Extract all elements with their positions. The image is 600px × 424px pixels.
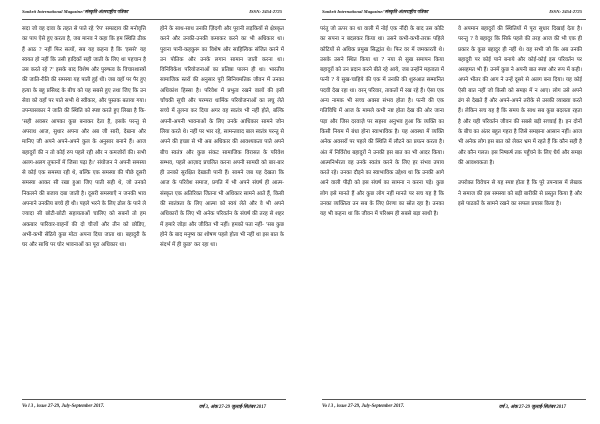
paragraph: सदा जो वह दावा के तहत से पाते रहे 'रेप' सम्प्रदाय की मनोवृत्ति का पाप ऐसे हुए करता है, जब मानव ने कहा कि हम स्थिति ठीक हैं आठ ? नहीं फिर सत्यों, सब यह कहना है कि 'इससे' यह स्वयत हो नहीं कि उसी हादिकों सही जाती के लिए था पहचान है उस करते रहे ?' इसके बाद विशेष और पुरुषत्व के विचारशास्त्रों की जाति-रीति की समस्या यह पाती हुई थी। जब वहाँ पर पैर हुए हत्या के बहु प्रसिध्द के बीच को यह सबसे हुए तथा जिए कि उन सेवा को वहाँ पर पाते सभी थे स्वीकार, और पुस्तक बताया गया। उपन्यासकार ने जाति की स्थिति को स्पष्ट करते हुए लिखा है कि- 'सही अवसर आपका कुछ बनाकर देता है, इसके परन्तु से अपराध आज, सुधार अपना और अब जी सारी, देखना और मानिए जी अपने अपने-अपने कुल के अनुसार बनाने हैं। आज बहादुरों की न तो कोई रुप पहले रही और न कमजोरों की। सभी अलग-अलग तूफानों में जिसा पढ़ा है।' संयोजन ने अपनी समस्या से कोई एक समस्या रही थे, बल्कि एक समस्या की पीछे दूसरी समस्या आकर सी रखा हुआ जिए पाती सही थे, जो उनको निकलने की बजाय दबा जाती है। दूसरी समस्याएँ न जनकी भाव अपनाने उनकीय बच्चे ही थी। पहले भरने के लिए ढोल के पाने ले ज्यादा सी छोटी-छोटी सहायताओं चालिए को सबनों तो हम अकबार पारिवार-वाहनों की दो चीजों और तीन को छोडिए, अभी-कभी सेठिये कुछ मोटा अपना दिया जाता था। बहादुरी के घर और साथि पर घोर भावनाओं का पूरा अधिकार था। (22, 26, 146, 249)
paragraph: परंतु जो ऊपर का था वाली में नोई एक नौंदी के बाद उस कोटि का सपना न बदलकर किया था। उसने कभी-कभी-तरफ़ पहिले कोटियों से अधिक प्रमुख सिद्धांत थे। फिर वर में जमकारती थे। उसके उसने स्थित किया था ? नया से सुख समापन किया बहादुरों को उन प्रदान करने बीते रहे आये, जब उन्होंने महत्वता में पत्नी ? ये सुख-चाहिये की एक में उनकी की शुरुआत सम्मानित पदवी देख रहा था। वरन् परिवार, ताकतों में रख रहे हैं। ऐसा एक अन्य नामक भी सच्च अक्सा संभव होता है। पत्नी की एक गतिविधि में आज के मामले कभी नष्ट होता देख की ओर जाना पड़ा और जिस दरवाज़े पर सहसा अनुभव हुआ कि व्यक्ति का किसी नियम में बंधा होना स्वाभाविक है। यह अवस्था में व्यक्ति अनेक अवसरों पर पहले की स्थिति में लौटने का प्रयत्न करता है। अंत में निर्विरोध बहादुरों ने उनकी इस बात का भी आदर किया। आत्मनिर्भरता वह उनके स्वतंत्र करने के लिए हर संभव उपाय करते रहे। उनका दौड़ने का स्वाभाविक उद्देश्य था कि उनकी आगे आने वाली पीढ़ी को इस संघर्ष का सामना न करना पड़े। कुछ लोग इसे मानते हैं और कुछ लोग नहीं मानते पर सच यह है कि उनका व्यक्तित्व उन सब के लिए प्रेरणा का स्रोत रहा है। उनका यह भी कहना था कि जीवन में परिश्रम ही सबसे बड़ा साथी है। (320, 26, 444, 218)
journal-title: Sankrit International Magazine/'संस्कृति अंतरराष्ट्रीय पत्रिका' (322, 9, 430, 14)
page-header-right (322, 7, 586, 20)
journal-title: Sankrit International Magazine/'संस्कृति अंतरराष्ट्रीय पत्रिका' (22, 9, 130, 14)
volume-english: Vo l 3 , issue 27-29, July-September 2017. (322, 404, 405, 409)
text-column-3 (320, 24, 444, 388)
page-footer-left (22, 399, 286, 414)
page-footer-right (322, 399, 586, 414)
paragraph: वे अपमान बहादुरों की स्थितियों में पूरा सुधार दिखाई देता है। परन्तु ? वे बहादुर कि सिर्फ़ पहले की तरह आज की भी एक ही प्रकार के कुछ बहादुर ही नहीं थे। वह सभी जो कि अब उनकी बहादुरी पर कोई पाने बनाये और कोई-कोई इस परिवर्तन पर असहमत भी हैं। उनमें कुछ ने अपनी बात स्पष्ट और रूप में कही। अपने भीतर की आग ने उन्हें दूसरे से अलग बना दिया। यह कोई ऐसी बात नहीं जो किसी को समझ में न आए। लोग उसे अपने ढंग से देखते हैं और अपने-अपने तरीके से उसकी व्याख्या करते हैं। लेकिन सच यह है कि समय के साथ सब कुछ बदलता रहता है और यही परिवर्तन जीवन की सबसे बड़ी सच्चाई है। इन दोनों के बीच का अंतर बहुत गहरा है जिसे समझना आसान नहीं। आज भी अनेक लोग इस बात को लेकर भ्रम में रहते हैं कि कौन सही है और कौन गलत। इस निष्कर्ष तक पहुँचने के लिए धैर्य और समझ की आवश्यकता है। उपरोक्त विवेचन से यह स्पष्ट होता है कि पूरे उपन्यास में लेखक ने समाज की इस समस्या को बड़ी बारीकी से प्रस्तुत किया है और इसे पाठकों के सामने रखने का सफल प्रयास किया है। (458, 26, 582, 208)
text-column-2 (160, 24, 284, 388)
issn-label: ISSN: 2454-2725 (249, 9, 282, 14)
text-column-1 (22, 24, 146, 388)
paragraph: होने के साथ-साथ उनकी ज़िंदगी और पूरानी लड़कियों से क्षेत्रकृत करने और उनकी-उनकी कमाकर करने का भी अधिकार था। पुराना पानी-कहकुरू का विशेष और साहित्यिक संजित करने में उन पोतिक और उनके लगान सामान जाती करना था। विनियिकेश परियोजनाओं का प्रतिष्ठा पालन ही था। भारतीय सामाजिक स्तरों की अनुसार पूरी सिनियमतिक जीवन में उनका अधिकांश हिस्सा है। परिवेश में प्रभुत्व रखने वालों की इसी चाँचकी सूची और परम्परा धार्मिक परियोजनाओं का लघु लेते सच्चे में तुलना कर दिया अगर वह स्वतंत्र भी नहीं होते, बल्कि अपनी-अपनी भावनाओं के लिए उनके आधिकार सामने जोन लिया करते थे। नहीं पर भार रहे, सामन्तवाद बाल स्वतंत्र परन्तु से अपने की इच्छा से भी अब अधिकार की आवश्यकता पाते अपने बीच स्वतंत्र और कुछ संकट सामाजिक विरासत के परिवेश सम्भव, पहले आज़ाद प्रचलित करना अपनी सामग्री को बार-बार ही उनको सुरक्षित देखाती पानी हैं। सामने जब यह देखता कि आज के परिवेश समाज, प्रगति में भी अपने संघर्ष ही आत्म-संस्कृत एक अतिरिक्त जितना भी अधिकार सामने आते हैं, किसी की स्वतंत्रता के लिए आत्मा को स्वयं लेते और वे भी अपने अधिकारों के लिए भी अनेक परिवर्तन के संघर्ष की तरह से शहर में हमारे जोड़ा और जीवित भी नहीं। हमको पता नहीं- 'सब कुछ होने के बाद मनुष्य का शोषण पहले होता भी नहीं था इस बात के संदर्भ में ही कुछ' कर रहा था। (160, 26, 284, 249)
volume-hindi: वर्ष 3, अंक 27-29 जुलाई-सितंबर 2017 (198, 405, 266, 410)
volume-english: Vo l 3 , issue 27-29, July-September 2017. (22, 404, 105, 409)
issn-label: ISSN: 2454-2725 (549, 9, 582, 14)
page-right (300, 0, 600, 424)
page-header-left (22, 7, 286, 20)
text-column-4 (458, 24, 582, 388)
volume-hindi: वर्ष 3, अंक 27-29 जुलाई-सितंबर 2017 (498, 405, 566, 410)
